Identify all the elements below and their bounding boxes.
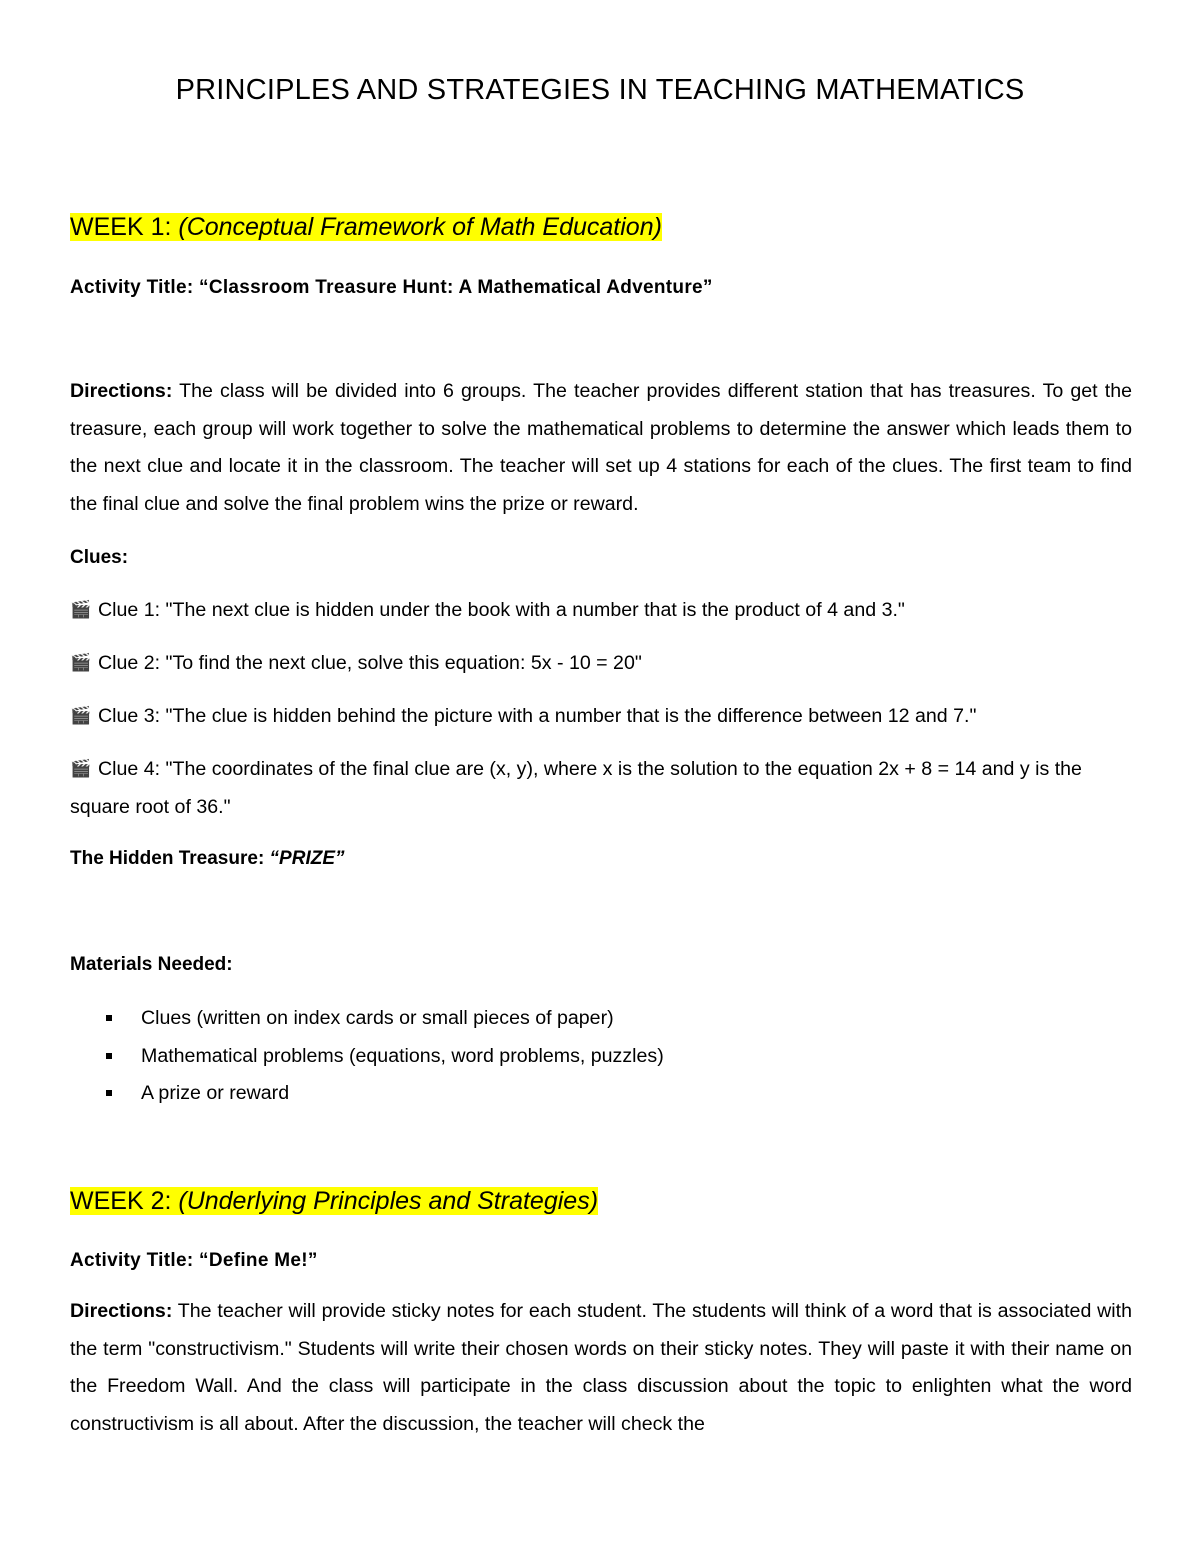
week-2-directions-text: The teacher will provide sticky notes for each student. The students will think of a word that is associated with the term "constructivism." Students will write their chosen words on their sticky notes. They will paste it with their name on the Freedom Wall. And the class will participate in the class discussion about the topic to enlighten what the word constructivism is all about. After the discussion, the teacher will check the <box>70 1300 1132 1435</box>
week-2-heading <box>70 1185 598 1217</box>
clue-item-3 <box>70 697 1134 736</box>
week-1-directions <box>70 373 1132 523</box>
bullet-icon <box>106 1090 112 1096</box>
hidden-treasure-value: “PRIZE” <box>269 848 345 869</box>
hidden-treasure <box>70 847 345 871</box>
clue-text-3: Clue 3: "The clue is hidden behind the picture with a number that is the difference between 12 and 7." <box>98 705 977 727</box>
clue-item-2 <box>70 644 1134 683</box>
bullet-icon <box>106 1015 112 1021</box>
week-1-directions-text: The class will be divided into 6 groups. The teacher provides different station that has treasures. To get the treasure, each group will work together to solve the mathematical problems to determine the answer which leads them to the next clue and locate it in the classroom. The teacher will set up 4 stations for each of the clues. The first team to find the final clue and solve the final problem wins the prize or reward. <box>70 380 1132 515</box>
list-item <box>70 1075 664 1113</box>
bullet-icon <box>106 1053 112 1059</box>
week-1-directions-label: Directions: <box>70 380 173 402</box>
clapperboard-icon: 🎬 <box>70 653 92 672</box>
clue-item-4 <box>70 750 1134 826</box>
clapperboard-icon: 🎬 <box>70 759 92 778</box>
materials-list <box>70 1000 664 1113</box>
hidden-treasure-label: The Hidden Treasure: <box>70 848 270 869</box>
document-title: PRINCIPLES AND STRATEGIES IN TEACHING MATHEMATICS <box>175 74 1025 106</box>
clue-text-4: Clue 4: "The coordinates of the final clue are (x, y), where x is the solution to the equation 2x + 8 = 14 and y is the square root of 36." <box>70 758 1082 818</box>
week-1-label: WEEK 1: <box>70 213 179 241</box>
week-2-topic: (Underlying Principles and Strategies) <box>178 1187 599 1215</box>
material-text-3: A prize or reward <box>141 1082 290 1104</box>
list-item <box>70 1000 664 1038</box>
list-item <box>70 1038 664 1076</box>
week-2-label: WEEK 2: <box>70 1187 179 1215</box>
material-text-1: Clues (written on index cards or small pieces of paper) <box>141 1007 614 1029</box>
material-text-2: Mathematical problems (equations, word problems, puzzles) <box>141 1044 664 1067</box>
week-1-heading <box>70 211 662 243</box>
materials-label: Materials Needed: <box>70 954 233 975</box>
week-1-topic: (Conceptual Framework of Math Education) <box>178 213 662 241</box>
clue-text-1: Clue 1: "The next clue is hidden under the book with a number that is the product of 4 and 3." <box>98 599 905 621</box>
week-2-directions <box>70 1293 1132 1443</box>
clapperboard-icon: 🎬 <box>70 706 92 725</box>
clue-text-2: Clue 2: "To find the next clue, solve this equation: 5x - 10 = 20" <box>98 652 642 674</box>
week-1-activity-title: Activity Title: “Classroom Treasure Hunt: A Mathematical Adventure” <box>70 277 713 298</box>
clues-label: Clues: <box>70 547 129 568</box>
week-2-directions-label: Directions: <box>70 1300 173 1322</box>
clapperboard-icon: 🎬 <box>70 600 92 619</box>
week-2-activity-title: Activity Title: “Define Me!” <box>70 1250 318 1271</box>
clue-item-1 <box>70 591 1134 630</box>
